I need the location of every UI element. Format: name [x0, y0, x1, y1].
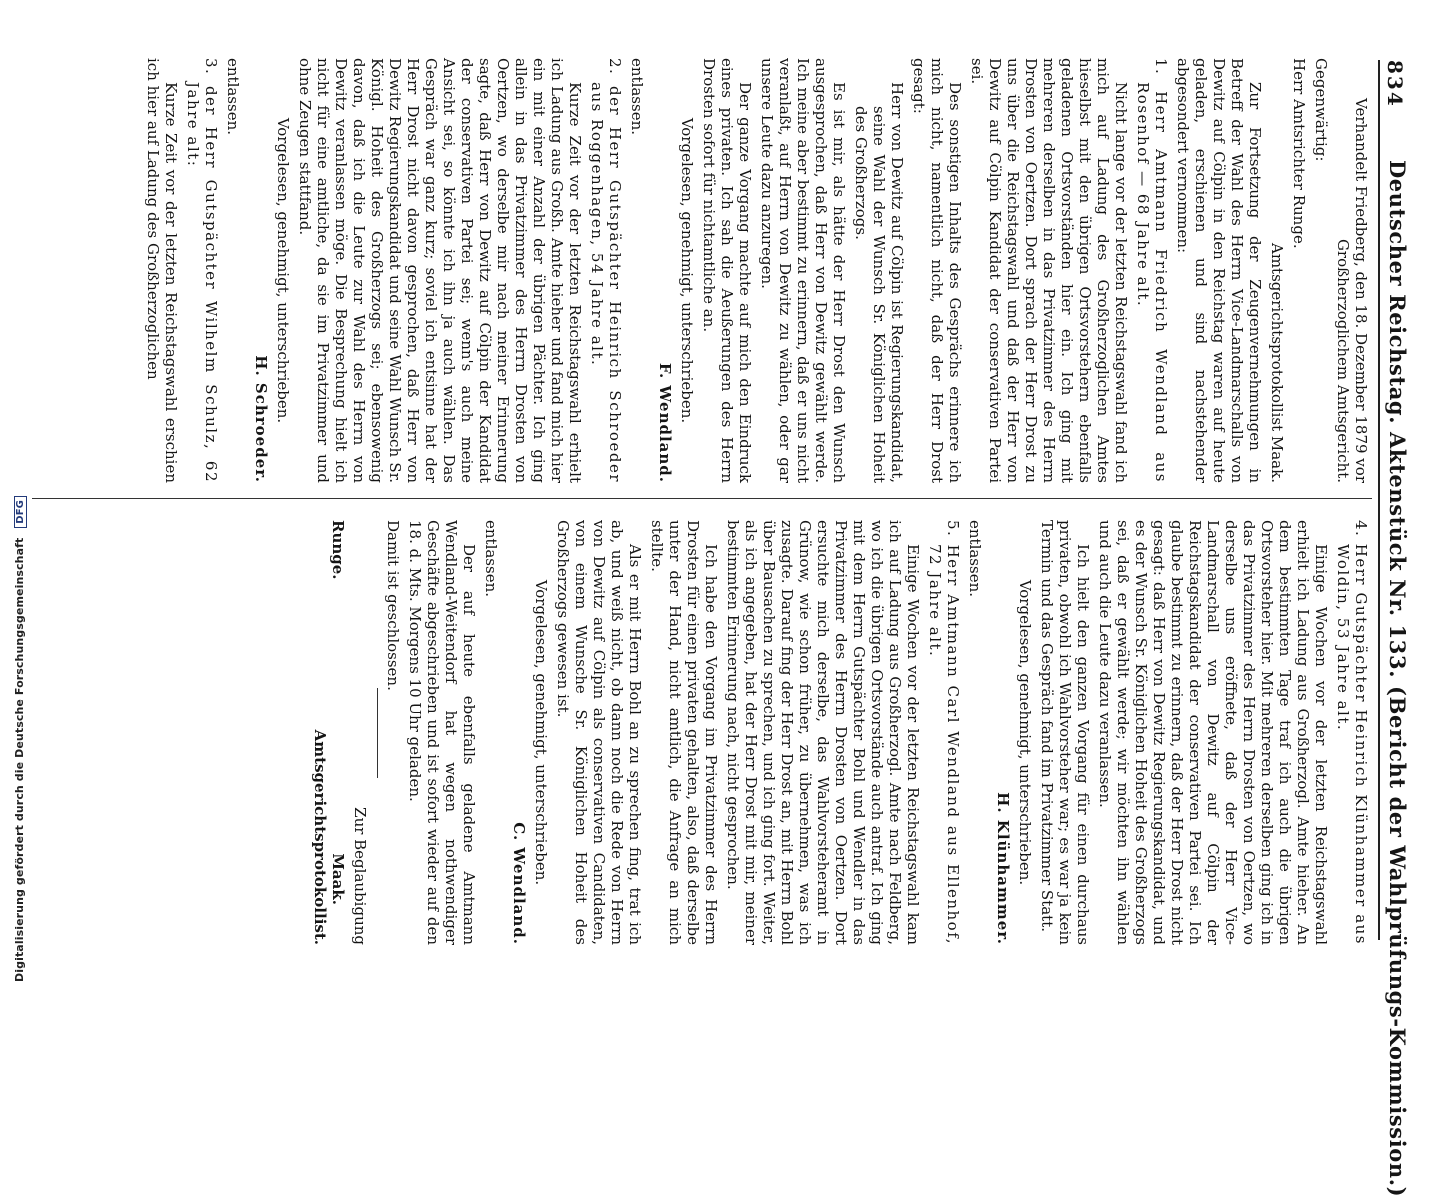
witness-5-dismissed: entlassen. [482, 520, 500, 598]
witness-2-paragraph: Kurze Zeit vor der letzten Reichstagswahl erhielt ich Ladung aus Großh. Amte hieher und fand mich hier ein mit einer Anzahl der übrigen Pächter. Ich ging allein in das Privatzimmer des Herrn Drosten von Oertzen, wo derselbe mir nach meiner Erinnerung sagte, daß Herr von Dewitz auf Cölpin der Kandidat der conservativen Partei sei; wenn's auch meine Ansicht sei, so könnte ich ihn ja auch wählen. Das Gespräch war ganz kurz; soviel ich entsinne hat der Herr Drost nicht davon gesprochen, daß Herr von Dewitz Regierungskandidat und seine Wahl Wunsch Sr. Königl. Hoheit des Großherzogs sei; ebensowenig davon, daß ich die Leute zur Wahl des Herrn von Dewitz veranlassen möge. Die Besprechung hielt ich nicht für eine amtliche, da sie im Privatzimmer und ohne Zeugen stattfand. [296, 58, 584, 483]
clerk-title: Amtsgerichtsprotokollist. [311, 729, 329, 945]
witness-3-heading: 3. der Herr Gutspächter Wilhelm Schulz, 62 Jahre alt: [184, 58, 220, 483]
witness-1-signature: F. Wendland. [656, 362, 674, 483]
dateline: Verhandelt Friedberg, den 18. Dezember 1879 vor Großherzoglichem Amtsgericht. [1334, 98, 1370, 483]
present-label: Gegenwärtig: [1312, 58, 1330, 162]
intro-paragraph: Zur Fortsetzung der Zeugenvernehmungen in Betreff der Wahl des Herrn Vice-Landmarschalls von Dewitz auf Cölpin in den Reichstag waren auf heute geladen, erschienen und sind nachstehender abgesondert vernommen: [1174, 58, 1264, 483]
signature-rule [377, 688, 378, 778]
header-rule [1378, 60, 1380, 940]
left-column [140, 58, 1370, 483]
right-column [307, 520, 1370, 945]
witness-5-paragraph: Ich habe den Vorgang im Privatzimmer des Herrn Drosten für einen privaten gehalten, also, daß derselbe unter der Hand, nicht amtlich, die Anfrage an mich stellte. [648, 520, 720, 945]
witness-1-quote: Herr von Dewitz auf Cölpin ist Regierungskandidat, seine Wahl der Wunsch Sr. Königlichen Hoheit des Großherzogs. [852, 82, 906, 483]
judge-signature: Runge. [329, 520, 347, 580]
witness-4-paragraph: Einige Wochen vor der letzten Reichstagswahl erhielt ich Ladung aus Großherzogl. Amte hieher. An dem bestimmten Tage traf ich auch die übrigen Ortsvorsteher hier. Mit mehreren derselben ging ich in das Privatzimmer des Herrn Drosten von Oertzen, wo derselbe uns eröffnete, daß der Herr Vice-Landmarschall von Dewitz auf Cölpin der Reichstagskandidat der conservativen Partei sei. Ich glaube bestimmt zu erinnern, daß der Herr Drost nicht gesagt: daß Herr von Dewitz Regierungskandidat, und es der Wunsch Sr. Königlichen Hoheit des Großherzogs sei, daß er gewählt werde; wir möchten ihn wählen und auch die Leute dazu veranlassen. [1096, 520, 1330, 945]
witness-4-paragraph: Ich hielt den ganzen Vorgang für einen durchaus privaten, obwohl ich Wahlvorsteher war; es war ja kein Termin und das Gespräch fand im Privatzimmer Statt. [1038, 520, 1092, 945]
present-judge: Herr Amtsrichter Runge. [1290, 58, 1308, 249]
witness-4-heading: 4. Herr Gutspächter Heinrich Klünhammer aus Woldin, 53 Jahre alt. [1334, 520, 1370, 945]
witness-1-paragraph: Es ist mir, als hätte der Herr Drost den Wunsch ausgesprochen, daß Herr von Dewitz gewählt werde. Ich meine aber bestimmt zu erinnern, daß er uns nicht veranlaßt, auf Herrn von Dewitz zu wählen, oder gar unsere Leute dazu anzuregen. [758, 58, 848, 483]
witness-1-paragraph: Des sonstigen Inhalts des Gesprächs erinnere ich mich nicht, namentlich nicht, daß der Herr Drost gesagt: [910, 58, 964, 483]
witness-2-closing: Vorgelesen, genehmigt, unterschrieben. [274, 117, 292, 424]
signature-block [307, 520, 347, 945]
witness-2-heading: 2. der Herr Gutspächter Heinrich Schroeder aus Roggenhagen, 54 Jahre alt. [588, 58, 624, 483]
witness-2-dismissed: entlassen. [224, 58, 242, 136]
witness-4-closing: Vorgelesen, genehmigt, unterschrieben. [1016, 579, 1034, 886]
attestation-label: Zur Beglaubigung [351, 807, 369, 945]
witness-2-signature: H. Schroeder. [252, 355, 270, 483]
page-number: 834 [1383, 60, 1407, 108]
witness-1-paragraph: Der ganze Vorgang machte auf mich den Eindruck eines privaten. Ich sah die Aeußerungen des Herrn Drosten sofort für nichtamtliche an. [700, 58, 754, 483]
witness-4-signature: H. Klünhammer. [994, 792, 1012, 945]
witness-1-closing: Vorgelesen, genehmigt, unterschrieben. [678, 117, 696, 424]
witness-5-signature: C. Wendland. [510, 822, 528, 945]
dfg-logo: DFG [14, 496, 27, 528]
final-paragraph: Der auf heute ebenfalls geladene Amtmann Wendland-Weitendorf hat wegen nothwendiger Geschäfte abgeschrieben und ist sofort wieder auf den 18. d. Mts. Morgens 10 Uhr geladen. [406, 520, 478, 945]
witness-3-paragraph: Kurze Zeit vor der letzten Reichstagswahl erschien ich hier auf Ladung des Großherzoglichen [144, 58, 180, 483]
closing-statement: Damit ist geschlossen. [384, 520, 402, 691]
column-divider [32, 498, 1372, 499]
present-clerk: Amtsgerichtsprotokollist Maak. [1268, 243, 1286, 483]
witness-1-dismissed: entlassen. [628, 58, 646, 136]
witness-5-paragraph: Einige Wochen vor der letzten Reichstagswahl kam ich auf Ladung aus Großherzogl. Amte nach Feldberg, wo ich die übrigen Ortsvorstände auch antraf. Ich ging mit dem Herrn Gutspächter Bohl und Wendler in das Privatzimmer des Herrn Drosten von Oertzen. Dort ersuchte mich derselbe, das Wahlvorsteheramt in Grünow, wie schon früher, zu übernehmen, was ich zusagte. Darauf fing der Herr Drost an, mit Herrn Bohl über Bausachen zu sprechen, und ich ging fort. Weiter, als ich angegeben, hat der Herr Drost mit mir, meiner bestimmten Erinnerung nach, nicht gesprochen. [724, 520, 922, 945]
witness-1-heading: 1. Herr Amtmann Friedrich Wendland aus Rosenhof — 68 Jahre alt. [1134, 58, 1170, 483]
witness-5-heading: 5. Herr Amtmann Carl Wendland aus Ellenhof, 72 Jahre alt. [926, 520, 962, 945]
running-head: Deutscher Reichstag. Aktenstück Nr. 133. (Bericht der Wahlprüfungs-Kommission.) [1385, 160, 1410, 1197]
digitization-credit-text: Digitalisierung gefördert durch die Deutsche Forschungsgemeinschaft [13, 537, 26, 982]
witness-5-paragraph: Als er mit Herrn Bohl an zu sprechen fing, trat ich ab, und weiß nicht, ob dann noch die Rede von Herrn von Dewitz auf Cölpin als conservativen Candidaten, von einem Wunsche Sr. Königlichen Hoheit des Großherzogs gewesen ist. [554, 520, 644, 945]
page-header [1380, 60, 1410, 1197]
clerk-signature: Maak. [329, 853, 347, 905]
witness-4-dismissed: entlassen. [966, 520, 984, 598]
witness-1-paragraph: Nicht lange vor der letzten Reichstagswahl fand ich mich auf Ladung des Großherzoglichen Amtes hieselbst mit den übrigen Ortsvorstehern ebenfalls geladenen Ortsvorständen hier ein. Ich ging mit mehreren derselben in das Privatzimmer des Herrn Drosten von Oertzen. Dort sprach der Herr Drost zu uns über die Reichstagswahl und daß der Herr von Dewitz auf Cölpin Kandidat der conservativen Partei sei. [968, 58, 1130, 483]
witness-5-closing: Vorgelesen, genehmigt, unterschrieben. [532, 579, 550, 886]
